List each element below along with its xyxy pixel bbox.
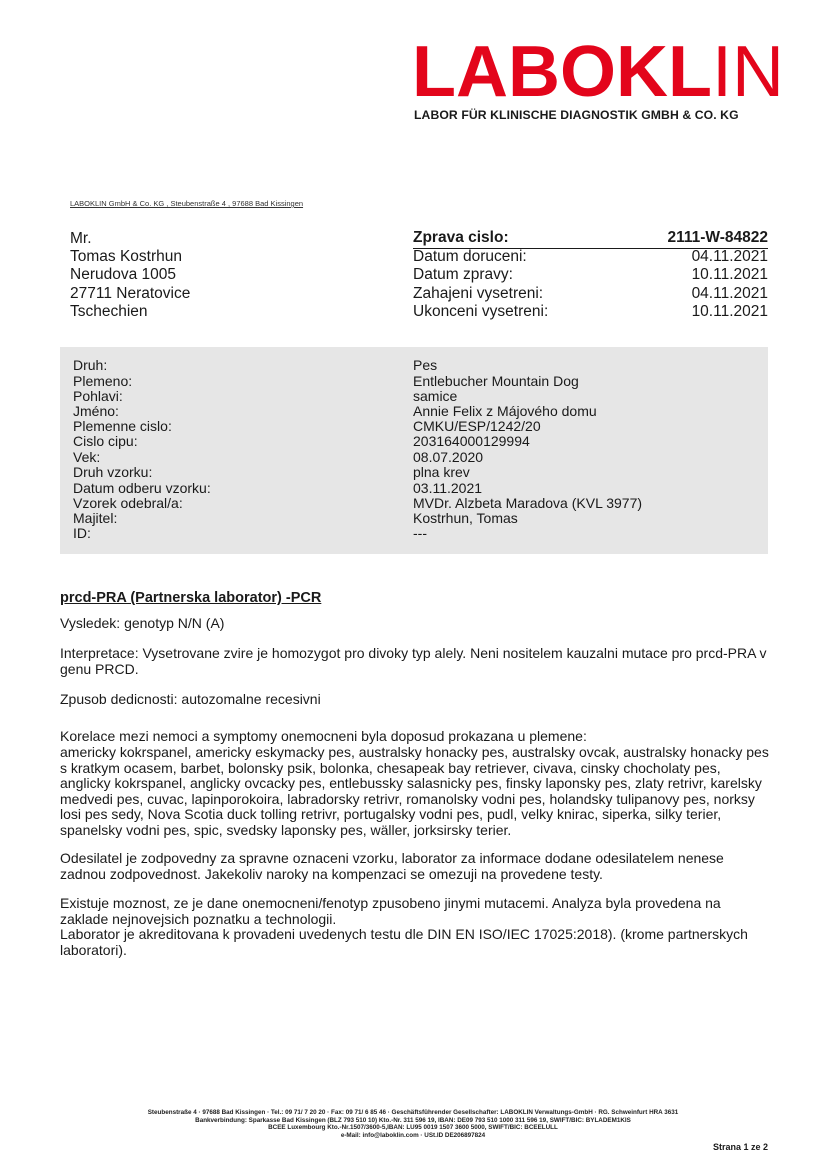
animal-label: Datum odberu vzorku: <box>73 480 211 496</box>
report-label: Datum doruceni: <box>413 248 527 265</box>
animal-label: Plemenne cislo: <box>73 418 172 434</box>
company-logo: LABOKLIN <box>412 32 784 112</box>
exam-end-row <box>413 303 768 322</box>
report-label: Zahajeni vysetreni: <box>413 285 544 302</box>
delivery-date-row <box>413 248 768 267</box>
correlation-intro: Korelace mezi nemoci a symptomy onemocneni byla doposud prokazana u plemene: <box>60 728 587 744</box>
accreditation-text: Laborator je akreditovana k provadeni uvedenych testu dle DIN EN ISO/IEC 17025:2018). (krome partnerskych laboratori). <box>60 926 748 958</box>
report-number-row <box>413 229 768 249</box>
company-subtitle: LABOR FÜR KLINISCHE DIAGNOSTIK GMBH & CO. KG <box>414 108 739 122</box>
animal-label: Cislo cipu: <box>73 433 138 449</box>
report-value: 04.11.2021 <box>691 248 768 265</box>
animal-value: Annie Felix z Májového domu <box>413 403 597 419</box>
animal-label: Vzorek odebral/a: <box>73 495 183 511</box>
possibility-text: Existuje moznost, ze je dane onemocneni/fenotyp zpusobeno jinymi mutacemi. Analyza byla provedena na zaklade nejnovejsich poznatku a technologii. <box>60 895 721 927</box>
footer-line: Bankverbindung: Sparkasse Bad Kissingen (BLZ 793 510 10) Kto.-Nr. 311 596 19, IBAN: DE09 793 510 1000 311 596 19, SWIFT/BIC: BYLADEM1KIS <box>195 1116 631 1124</box>
animal-value: MVDr. Alzbeta Maradova (KVL 3977) <box>413 495 643 511</box>
animal-value: --- <box>413 525 427 541</box>
exam-start-row <box>413 285 768 304</box>
report-date-row <box>413 266 768 285</box>
report-value: 04.11.2021 <box>691 285 768 302</box>
inheritance-text: Zpusob dedicnosti: autozomalne recesivni <box>60 691 321 707</box>
animal-label: Jméno: <box>73 403 119 419</box>
report-label: Zprava cislo: <box>413 229 509 246</box>
result-text: Vysledek: genotyp N/N (A) <box>60 615 225 631</box>
test-title: prcd-PRA (Partnerska laborator) -PCR <box>60 590 322 606</box>
animal-value: 203164000129994 <box>413 433 530 449</box>
interpretation-text: Interpretace: Vysetrovane zvire je homozygot pro divoky typ alely. Neni nositelem kauzalni mutace pro prcd-PRA v genu PRCD. <box>60 645 767 677</box>
animal-value: 03.11.2021 <box>413 480 483 496</box>
page-number: Strana 1 ze 2 <box>712 1142 768 1152</box>
animal-label: Druh: <box>73 357 108 373</box>
footer-line: e-Mail: info@laboklin.com · USt.ID DE206897824 <box>340 1131 486 1139</box>
animal-label: Majitel: <box>73 510 118 526</box>
animal-label: ID: <box>73 525 91 541</box>
sender-address-line: LABOKLIN GmbH & Co. KG , Steubenstraße 4 , 97688 Bad Kissingen <box>70 199 304 208</box>
breed-list: americky kokrspanel, americky eskymacky pes, australsky honacky pes, australsky ovcak, australsky honacky pes s kratkym ocasem, barbet, bolonsky psik, bolonka, chesapeak bay retriever, civava, cinsky chocholaty pes, anglicky kokrspanel, anglicky ovcacky pes, entlebussky salasnicky pes, finsky laponsky pes, zlaty retrivr, karelsky medvedi pes, cuvac, lapinporokoira, labradorsky retrivr, romanolsky vodni pes, holandsky tulipanovy pes, norksy losi pes sedy, Nova Scotia duck tolling retrivr, portugalsky vodni pes, pudl, velky knirac, siperka, silky terier, spanelsky vodni pes, spic, svedsky laponsky pes, wäller, jorksirsky terier. <box>60 744 769 838</box>
animal-value: 08.07.2020 <box>413 449 484 465</box>
recipient-country: Tschechien <box>70 303 148 320</box>
animal-value: samice <box>413 388 458 404</box>
report-value: 10.11.2021 <box>691 303 768 320</box>
recipient-salutation: Mr. <box>70 230 92 247</box>
recipient-name: Tomas Kostrhun <box>70 248 182 265</box>
footer-line: Steubenstraße 4 · 97688 Bad Kissingen · Tel.: 09 71/ 7 20 20 · Fax: 09 71/ 6 85 46 · Geschäftsführender Gesellschafter: LABOKLIN Verwaltungs-GmbH · RG. Schweinfurt HRA 3631 <box>147 1109 679 1116</box>
recipient-street: Nerudova 1005 <box>70 266 176 283</box>
recipient-city: 27711 Neratovice <box>70 285 191 302</box>
animal-label: Pohlavi: <box>73 388 123 404</box>
animal-label: Vek: <box>73 449 101 465</box>
animal-value: Entlebucher Mountain Dog <box>413 373 579 389</box>
animal-value: Pes <box>413 357 438 373</box>
report-label: Datum zpravy: <box>413 266 513 283</box>
report-value: 10.11.2021 <box>691 266 768 283</box>
animal-label: Plemeno: <box>73 373 133 389</box>
report-value: 2111-W-84822 <box>667 229 768 246</box>
animal-value: plna krev <box>413 464 470 480</box>
footer-line: BCEE Luxembourg Kto.-Nr.1507/3600-5,IBAN: LU95 0019 1507 3600 5000, SWIFT/BIC: BCEELULL <box>268 1124 558 1132</box>
responsibility-text: Odesilatel je zodpovedny za spravne oznaceni vzorku, laborator za informace dodane odesilatelem nenese zadnou zodpovednost. Jakekoliv naroky na kompenzaci se omezuji na provedene testy. <box>60 850 724 882</box>
animal-value: Kostrhun, Tomas <box>413 510 518 526</box>
animal-value: CMKU/ESP/1242/20 <box>413 418 541 434</box>
animal-label: Druh vzorku: <box>73 464 153 480</box>
page-footer <box>40 1109 786 1139</box>
report-label: Ukonceni vysetreni: <box>413 303 549 320</box>
